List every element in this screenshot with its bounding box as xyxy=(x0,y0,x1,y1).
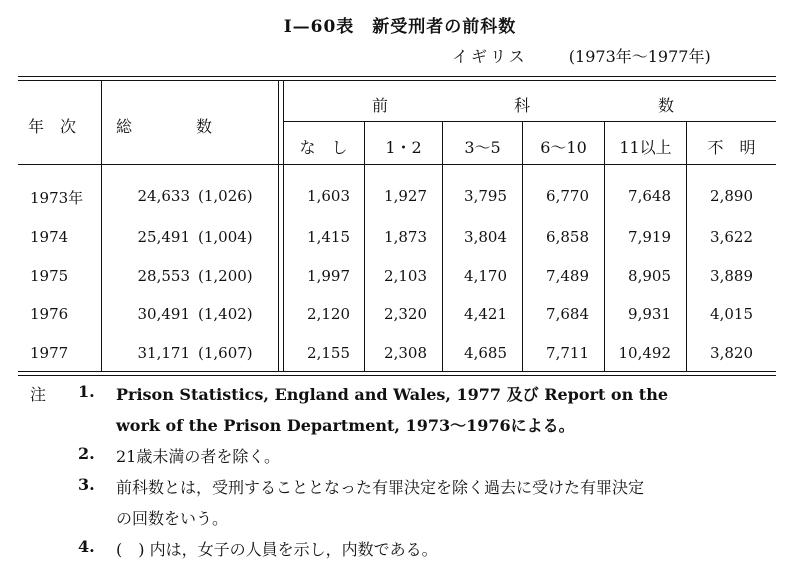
row-value: 2,103 xyxy=(384,267,427,285)
row-value: 3,622 xyxy=(710,228,753,246)
row-value: 3,795 xyxy=(464,187,507,205)
header-year: 年 次 xyxy=(28,117,77,136)
col-rule-total xyxy=(278,80,284,372)
row-total: 25,491 xyxy=(137,228,190,246)
note-item xyxy=(30,537,770,568)
header-col-1-2: 1・2 xyxy=(385,138,422,157)
note-text: 21歳未満の者を除く。 xyxy=(116,447,281,466)
row-total: 30,491 xyxy=(137,305,190,323)
row-female: (1,607) xyxy=(198,344,253,362)
row-value: 2,120 xyxy=(307,305,350,323)
header-group-3: 数 xyxy=(658,96,675,115)
row-value: 10,492 xyxy=(618,344,671,362)
header-total: 総 数 xyxy=(116,117,213,136)
row-value: 3,820 xyxy=(710,344,753,362)
row-total: 28,553 xyxy=(137,267,190,285)
row-value: 1,415 xyxy=(307,228,350,246)
row-year: 1973年 xyxy=(30,189,84,207)
table-title: Ⅰ—60表 新受刑者の前科数 xyxy=(283,17,517,37)
subtitle-country: イギリス xyxy=(452,47,528,66)
note-item-continued xyxy=(30,506,770,537)
note-text: Prison Statistics, England and Wales, 1977 及び Report on the xyxy=(116,385,669,404)
row-value: 6,770 xyxy=(546,187,589,205)
col-rule-5 xyxy=(686,121,687,372)
header-group-1: 前 xyxy=(372,96,389,115)
table-top-rule xyxy=(18,76,776,77)
col-rule-2 xyxy=(442,121,443,372)
row-value: 2,155 xyxy=(307,344,350,362)
row-female: (1,026) xyxy=(198,187,253,205)
table-bottom-rule-2 xyxy=(18,375,776,376)
header-col-unknown: 不 明 xyxy=(707,138,756,157)
row-value: 8,905 xyxy=(628,267,671,285)
notes-label: 注 xyxy=(30,385,47,404)
header-group-2: 科 xyxy=(514,96,531,115)
row-value: 1,873 xyxy=(384,228,427,246)
row-value: 7,711 xyxy=(546,344,589,362)
note-number: 3. xyxy=(78,475,95,494)
row-value: 6,858 xyxy=(546,228,589,246)
note-item xyxy=(30,382,770,413)
row-value: 1,997 xyxy=(307,267,350,285)
row-year: 1974 xyxy=(30,228,69,246)
row-value: 4,015 xyxy=(710,305,753,323)
row-female: (1,004) xyxy=(198,228,253,246)
note-item-continued xyxy=(30,413,770,444)
row-value: 3,889 xyxy=(710,267,753,285)
note-number: 4. xyxy=(78,537,95,556)
note-text: の回数をいう。 xyxy=(116,509,229,528)
col-rule-1 xyxy=(364,121,365,372)
row-value: 7,919 xyxy=(628,228,671,246)
row-value: 7,648 xyxy=(628,187,671,205)
header-col-11-plus: 11以上 xyxy=(619,138,672,157)
row-value: 1,927 xyxy=(384,187,427,205)
col-rule-year xyxy=(101,80,102,372)
row-value: 9,931 xyxy=(628,305,671,323)
header-col-3-5: 3～5 xyxy=(464,138,501,157)
row-female: (1,200) xyxy=(198,267,253,285)
row-value: 2,320 xyxy=(384,305,427,323)
row-value: 2,308 xyxy=(384,344,427,362)
note-text: work of the Prison Department, 1973～1976による。 xyxy=(116,416,575,435)
row-value: 3,804 xyxy=(464,228,507,246)
table-bottom-rule xyxy=(18,371,776,372)
header-col-6-10: 6～10 xyxy=(540,138,587,157)
note-item xyxy=(30,444,770,475)
row-total: 31,171 xyxy=(137,344,190,362)
table-subtitle xyxy=(452,44,711,67)
subtitle-years: (1973年～1977年) xyxy=(568,47,711,66)
note-item xyxy=(30,475,770,506)
notes-section xyxy=(30,382,770,568)
row-value: 4,421 xyxy=(464,305,507,323)
row-value: 7,489 xyxy=(546,267,589,285)
table-top-rule-2 xyxy=(18,80,776,81)
header-bottom-rule xyxy=(18,164,776,165)
note-text: 前科数とは，受刑することとなった有罪決定を除く過去に受けた有罪決定 xyxy=(116,478,645,497)
note-number: 1. xyxy=(78,382,95,401)
row-total: 24,633 xyxy=(137,187,190,205)
row-value: 4,170 xyxy=(464,267,507,285)
row-value: 1,603 xyxy=(307,187,350,205)
note-text: ( ) 内は，女子の人員を示し，内数である。 xyxy=(116,540,438,559)
header-col-none: な し xyxy=(299,138,348,157)
row-female: (1,402) xyxy=(198,305,253,323)
group-header-rule xyxy=(283,121,776,122)
row-year: 1976 xyxy=(30,305,69,323)
row-year: 1977 xyxy=(30,344,69,362)
row-value: 7,684 xyxy=(546,305,589,323)
row-value: 4,685 xyxy=(464,344,507,362)
note-number: 2. xyxy=(78,444,95,463)
col-rule-4 xyxy=(604,121,605,372)
col-rule-3 xyxy=(522,121,523,372)
row-value: 2,890 xyxy=(710,187,753,205)
row-year: 1975 xyxy=(30,267,69,285)
